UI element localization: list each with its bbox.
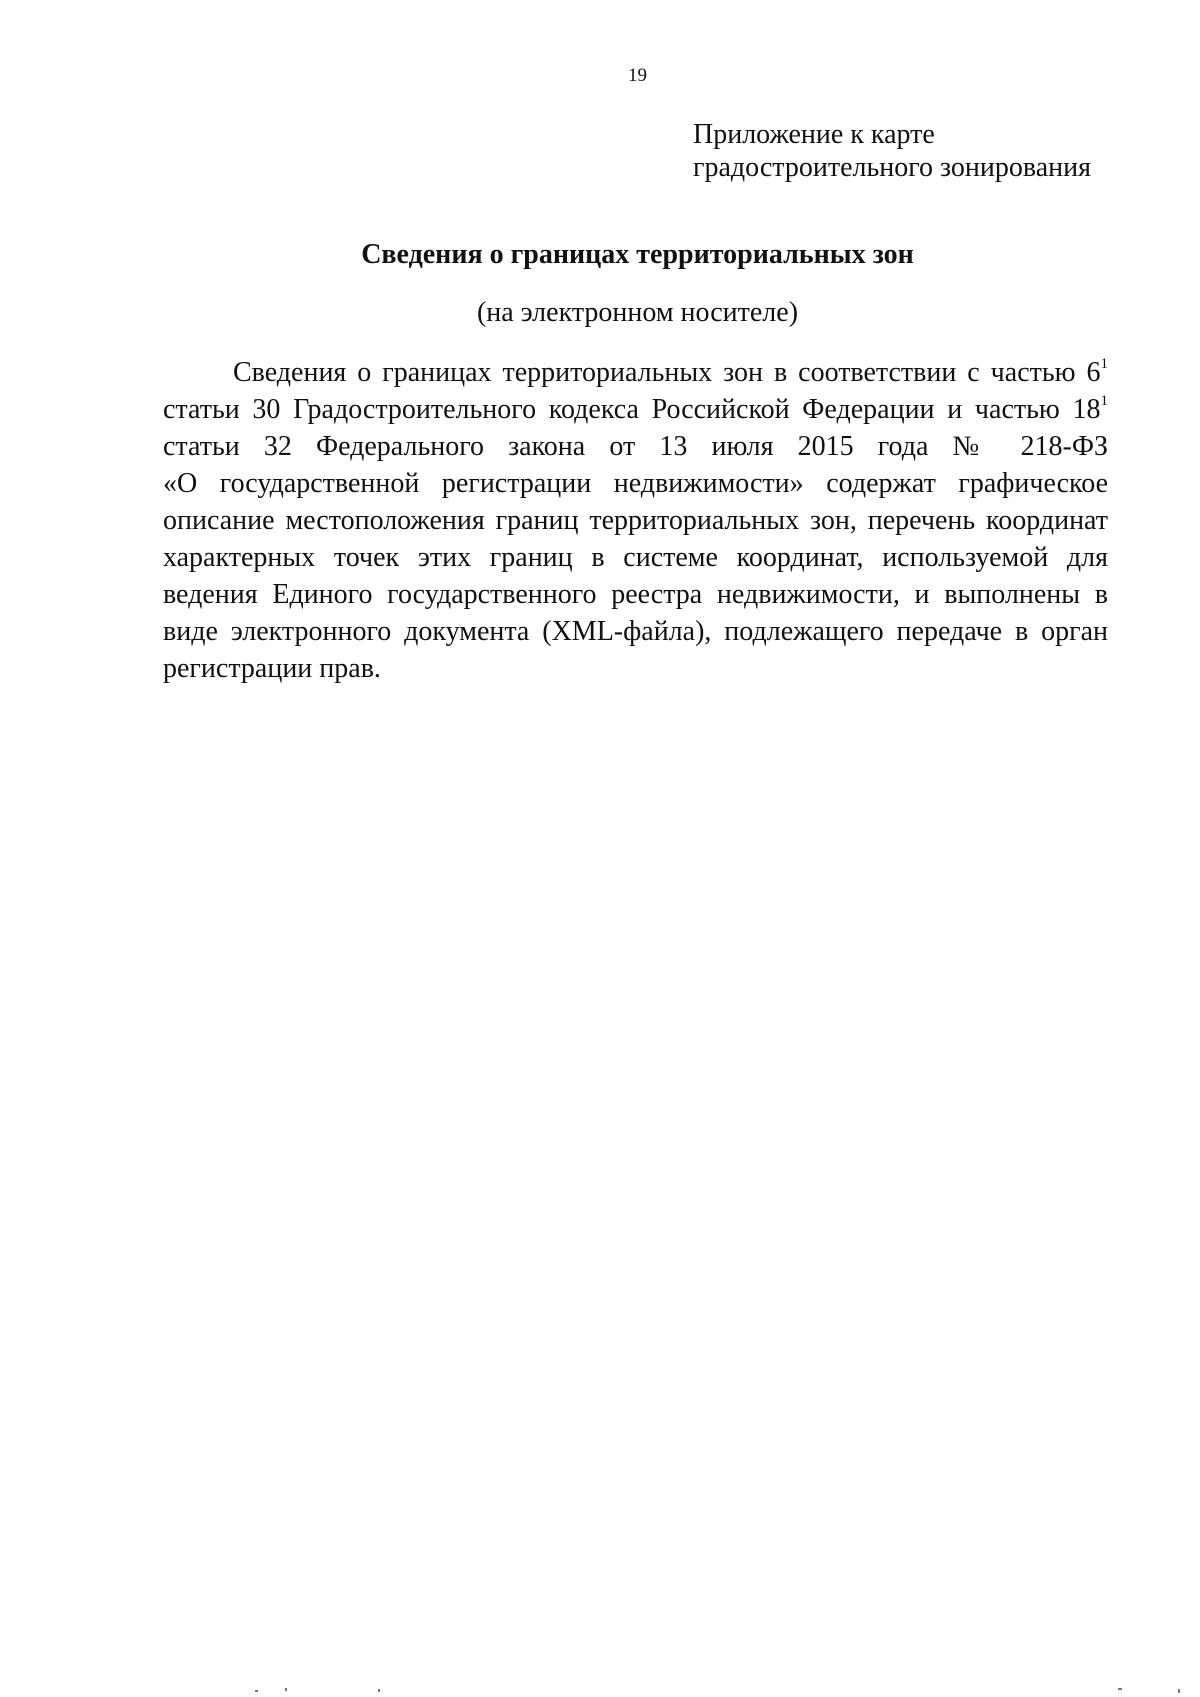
appendix-line-1: Приложение к карте	[693, 119, 935, 150]
appendix-note	[693, 118, 1091, 184]
appendix-line-2: градостроительного зонирования	[693, 152, 1092, 183]
body-line: виде электронного документа (XML-файла), подлежащего передаче в орган	[163, 616, 1108, 647]
scan-artifact	[285, 1688, 287, 1691]
scan-artifact	[1118, 1688, 1122, 1690]
body-line: статьи 32 Федерального закона от 13 июля 2015 года № 218-ФЗ	[163, 431, 1108, 462]
scan-artifact	[1178, 1689, 1180, 1693]
document-title: Сведения о границах территориальных зон	[361, 239, 914, 270]
body-paragraph	[163, 354, 1108, 687]
scan-artifact	[255, 1690, 258, 1692]
body-line-text: Сведения о границах территориальных зон в соответствии с частью 6	[233, 357, 1101, 388]
document-subtitle: (на электронном носителе)	[476, 297, 799, 328]
body-line: «О государственной регистрации недвижимости» содержат графическое	[163, 468, 1108, 499]
scan-artifact	[378, 1689, 380, 1692]
page-number: 19	[628, 65, 647, 86]
body-line: ведения Единого государственного реестра недвижимости, и выполнены в	[163, 579, 1108, 610]
superscript: 1	[1100, 356, 1108, 372]
body-line-text: статьи 30 Градостроительного кодекса Российской Федерации и частью 18	[163, 394, 1101, 425]
body-line: характерных точек этих границ в системе координат, используемой для	[163, 542, 1108, 573]
body-line	[163, 354, 1108, 391]
body-line: описание местоположения границ территориальных зон, перечень координат	[163, 505, 1108, 536]
superscript: 1	[1100, 393, 1108, 409]
body-line: регистрации прав.	[163, 653, 381, 684]
body-line	[163, 391, 1108, 428]
